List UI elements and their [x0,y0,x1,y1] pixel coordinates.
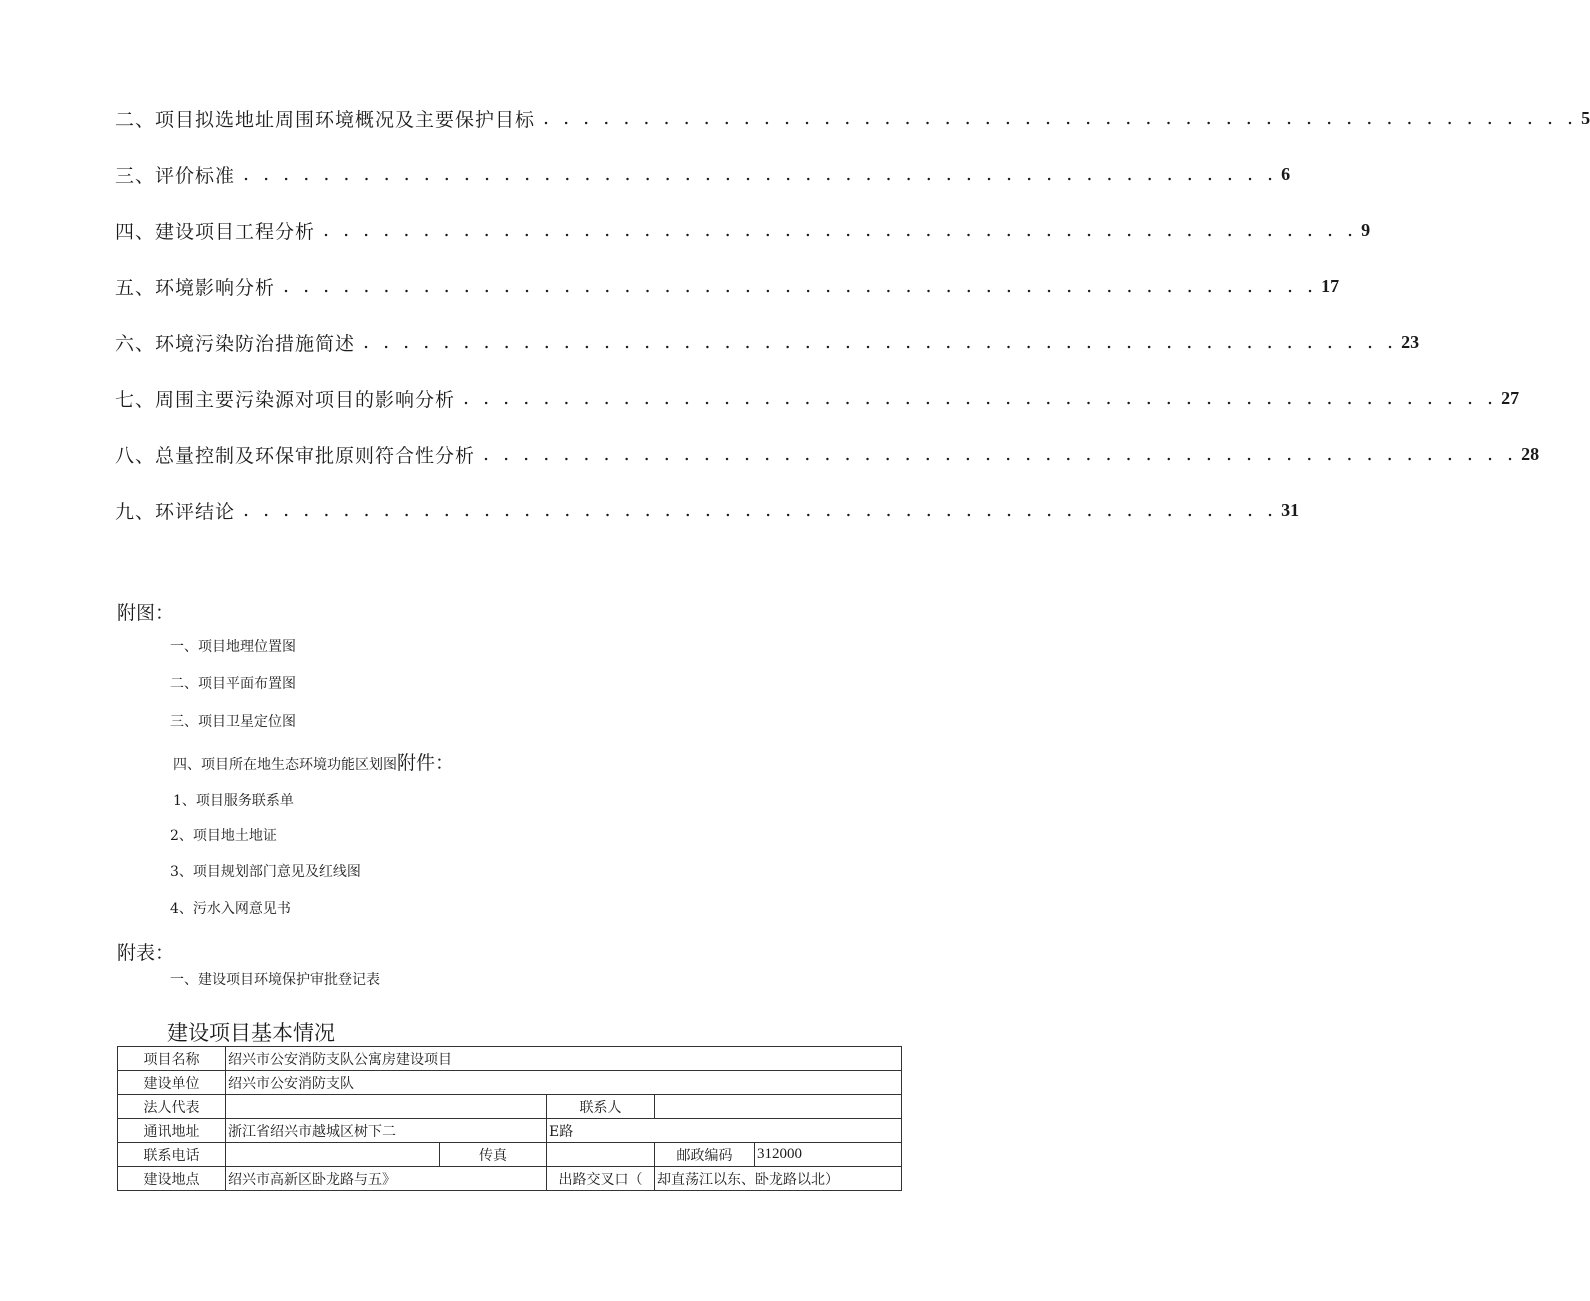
toc-entry-title: 八、总量控制及环保审批原则符合性分析 [115,444,476,467]
fax-label: 传真 [440,1143,547,1167]
toc-entry-page: 23 [1401,331,1420,352]
fax-value [547,1143,655,1167]
toc-entry-page: 17 [1321,275,1340,296]
toc-entry[interactable] [115,159,1291,189]
appendix-figure-item: 四、项目所在地生态环境功能区划图 [173,757,397,773]
toc-entry-title: 五、环境影响分析 [115,276,276,299]
table-title: 建设项目基本情况 [167,1021,335,1045]
table-row [118,1095,902,1119]
legal-rep-label: 法人代表 [118,1095,226,1119]
toc-entry-page: 9 [1361,219,1371,240]
site-value-cont: 出路交叉口（ [547,1167,655,1191]
toc-entry[interactable] [115,215,1371,245]
attachment-item: 2、项目地土地证 [170,828,277,844]
site-label: 建设地点 [118,1167,226,1191]
toc-entry-title: 六、环境污染防治措施简述 [115,332,356,355]
attachment-item: 4、污水入网意见书 [170,901,291,917]
attachments-heading: 附件： [397,752,455,774]
appendix-figure-item: 一、项目地理位置图 [170,639,296,655]
project-info-table [117,1046,902,1191]
toc-entry-page: 28 [1521,443,1540,464]
toc-entry[interactable] [115,271,1340,301]
phone-value [226,1143,440,1167]
address-label: 通讯地址 [118,1119,226,1143]
attachment-item: 3、项目规划部门意见及红线图 [170,864,361,880]
unit-value: 绍兴市公安消防支队 [226,1071,902,1095]
table-row [118,1047,902,1071]
toc-leader-dots: . . . . . . . . . . . . . . . . . . . . . . . . . . . . . . . . . . . . . . . . . . . . . . . . . . . . [483,443,1518,465]
toc-entry-title: 二、项目拟选地址周围环境概况及主要保护目标 [115,108,536,131]
toc-entry-page: 31 [1281,499,1300,520]
site-value: 绍兴市高新区卧龙路与五》 [226,1167,547,1191]
postcode-label: 邮政编码 [655,1143,755,1167]
table-row [118,1167,902,1191]
toc-entry-page: 27 [1501,387,1520,408]
legal-rep-value [226,1095,547,1119]
appendix-figure-item: 三、项目卫星定位图 [170,714,296,730]
toc-entry-title: 七、周围主要污染源对项目的影响分析 [115,388,456,411]
toc-leader-dots: . . . . . . . . . . . . . . . . . . . . . . . . . . . . . . . . . . . . . . . . . . . . . . . . . . . . [243,499,1278,521]
phone-label: 联系电话 [118,1143,226,1167]
toc-leader-dots: . . . . . . . . . . . . . . . . . . . . . . . . . . . . . . . . . . . . . . . . . . . . . . . . . . . . [243,163,1278,185]
table-row [118,1143,902,1167]
table-row [118,1071,902,1095]
toc-leader-dots: . . . . . . . . . . . . . . . . . . . . . . . . . . . . . . . . . . . . . . . . . . . . . . . . . . . . [543,107,1578,129]
appendix-figure-last-row [173,748,454,775]
appendix-table-item: 一、建设项目环境保护审批登记表 [170,972,380,988]
appendix-figure-item: 二、项目平面布置图 [170,676,296,692]
attachment-item: 1、项目服务联系单 [173,793,294,809]
toc-entry-title: 九、环评结论 [115,500,236,523]
toc-entry-page: 6 [1281,163,1291,184]
toc-entry[interactable] [115,495,1300,525]
toc-entry[interactable] [115,103,1590,133]
toc-entry-title: 四、建设项目工程分析 [115,220,316,243]
project-name-label: 项目名称 [118,1047,226,1071]
appendix-tables-heading: 附表： [117,942,175,964]
project-name-value: 绍兴市公安消防支队公寓房建设项目 [226,1047,902,1071]
address-value: 浙江省绍兴市越城区树下二 [226,1119,547,1143]
toc-leader-dots: . . . . . . . . . . . . . . . . . . . . . . . . . . . . . . . . . . . . . . . . . . . . . . . . . . . . [463,387,1498,409]
toc-entry-title: 三、评价标准 [115,164,236,187]
table-row [118,1119,902,1143]
toc-leader-dots: . . . . . . . . . . . . . . . . . . . . . . . . . . . . . . . . . . . . . . . . . . . . . . . . . . . . [363,331,1398,353]
toc-leader-dots: . . . . . . . . . . . . . . . . . . . . . . . . . . . . . . . . . . . . . . . . . . . . . . . . . . . . [323,219,1358,241]
toc-entry[interactable] [115,439,1540,469]
contact-label: 联系人 [547,1095,655,1119]
toc-entry[interactable] [115,327,1420,357]
toc-entry[interactable] [115,383,1520,413]
postcode-value: 312000 [755,1143,902,1167]
appendix-figures-heading: 附图： [117,602,175,624]
address-value-cont: E路 [547,1119,902,1143]
toc-entry-page: 5 [1581,107,1590,128]
unit-label: 建设单位 [118,1071,226,1095]
contact-value [655,1095,902,1119]
toc-leader-dots: . . . . . . . . . . . . . . . . . . . . . . . . . . . . . . . . . . . . . . . . . . . . . . . . . . . . [283,275,1318,297]
site-value-end: 却直荡江以东、卧龙路以北） [655,1167,902,1191]
